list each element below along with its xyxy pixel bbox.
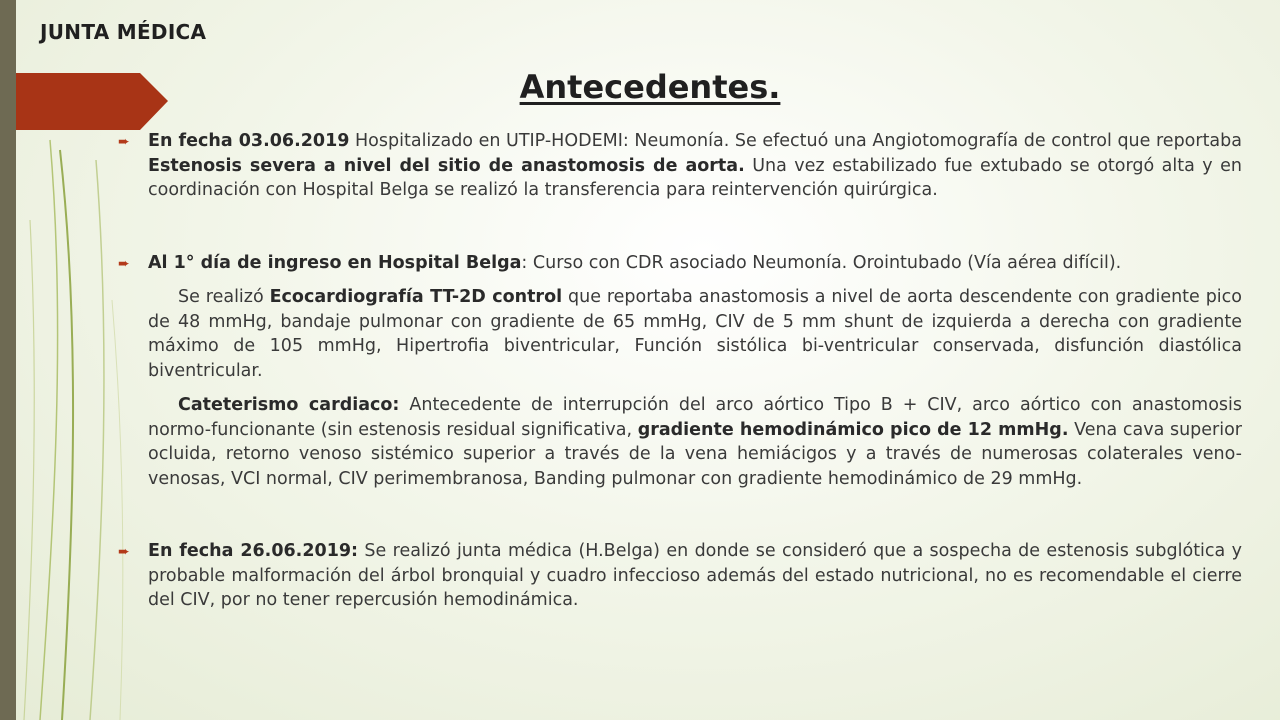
- body-text: Hospitalizado en UTIP-HODEMI: Neumonía. Se efectuó una Angiotomografía de control que reportaba: [349, 131, 1242, 151]
- body-text: que reportaba anastomosis a nivel de aorta descendente con gradiente pico de 48 mmHg, bandaje pulmonar con gradiente de 65 mmHg, CIV de 5 mm shunt de izquierda a derecha con gradiente máximo de 105 mmHg, Hipertrofia biventricular, Función sistólica bi-ventricular conservada, disfunción diastólica biventricular.: [148, 287, 1243, 381]
- slide-content: [118, 129, 1242, 613]
- body-text: Antecedente de interrupción del arco aórtico Tipo B + CIV, arco aórtico con anastomosis normo-funcionante (sin estenosis residual significativa,: [148, 395, 1242, 440]
- paragraph-5: [148, 539, 1242, 613]
- paragraph-1: [148, 129, 1242, 203]
- bold-text: Cateterismo cardiaco:: [178, 395, 400, 415]
- body-text: Se realizó junta médica (H.Belga) en donde se consideró que a sospecha de estenosis subglótica y probable malformación del árbol bronquial y cuadro infeccioso además del estado nutricional, no es recomendable el cierre del CIV, por no tener repercusión hemodinámica.: [148, 541, 1242, 610]
- body-text: Se realizó: [178, 287, 270, 307]
- bold-text: Ecocardiografía TT-2D control: [269, 287, 563, 307]
- paragraph-2: [148, 251, 1242, 276]
- arrow-bullet-icon: ➨: [118, 255, 130, 272]
- slide-title: Antecedentes.: [519, 68, 781, 106]
- body-text: Vena cava superior ocluida, retorno venoso sistémico superior a través de la vena hemiácigos y a través de numerosas colaterales veno-venosas, VCI normal, CIV perimembranosa, Banding pulmonar con gradiente hemodinámico de 29 mmHg.: [148, 419, 1242, 489]
- arrow-bullet-icon: ➨: [118, 544, 130, 560]
- date-text: En fecha 26.06.2019:: [148, 541, 359, 561]
- body-text: : Curso con CDR asociado Neumonía. Orointubado (Vía aérea difícil).: [521, 252, 1122, 273]
- bold-text: Al 1° día de ingreso en Hospital Belga: [148, 252, 522, 273]
- paragraph-4: [118, 393, 1242, 491]
- bullet-item: [118, 129, 1242, 203]
- paragraph-3: [118, 285, 1242, 383]
- section-label: JUNTA MÉDICA: [40, 20, 207, 44]
- bullet-item: [118, 539, 1242, 613]
- bold-text: gradiente hemodinámico pico de 12 mmHg.: [637, 419, 1069, 440]
- slide-title-wrap: [0, 68, 1280, 106]
- bold-text: Estenosis severa a nivel del sitio de anastomosis de aorta.: [148, 155, 745, 176]
- arrow-bullet-icon: ➨: [118, 134, 130, 150]
- left-side-bar: [0, 0, 16, 720]
- date-text: En fecha 03.06.2019: [148, 131, 350, 151]
- body-text: Una vez estabilizado fue extubado se otorgó alta y en coordinación con Hospital Belga se realizó la transferencia para reintervención quirúrgica.: [148, 155, 1242, 200]
- bullet-item: [118, 251, 1242, 276]
